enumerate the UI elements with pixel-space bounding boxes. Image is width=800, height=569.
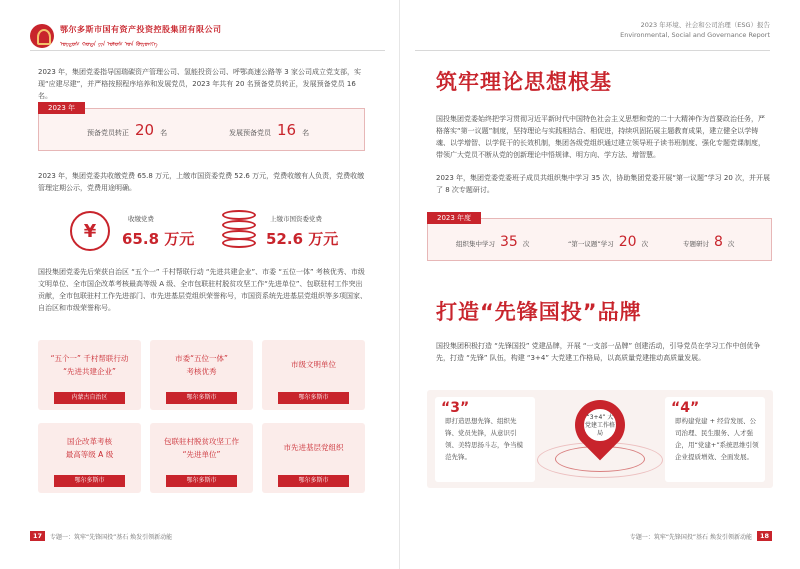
brand-paragraph: 国投集团积极打造 “先锋国投” 党建品牌，开展 “一支部一品牌” 创建活动，引导党员在学习工作中创优争先，打造 “先锋” 队伍，构建 “3+4” 大党建工作格局，以高质量党建推动高质量发展。 [436, 342, 761, 362]
honor-line2: “先进单位” [182, 450, 221, 459]
stat-unit: 名 [160, 129, 168, 137]
stat-unit: 次 [522, 240, 530, 248]
footer-text: 专题一：筑牢“先锋国投”基石 焕发引领新动能 [629, 533, 752, 541]
stat-group-study [456, 234, 529, 250]
fund-collected-value: 65.8 万元 [122, 230, 195, 248]
left-footer [30, 531, 172, 541]
footer-text: 专题一：筑牢“先锋国投”基石 焕发引领新动能 [50, 533, 173, 541]
yuan-icon: ¥ [70, 211, 110, 251]
honor-line1: “五个一” 千村帮联行动 [50, 354, 129, 363]
honor-line2: 最高等级 A 级 [65, 450, 114, 459]
brand-mark-3: “3” [441, 400, 470, 416]
stat-value: 20 [618, 234, 637, 250]
honor-issuer: 鄂尔多斯市 [54, 475, 125, 487]
brand-diagram [427, 390, 773, 488]
brand-center-label: “3+4” 大党建工作格局 [583, 408, 617, 442]
brand-text-4: 即构建党建 + 经营发展、公司治理、民生服务、人才强企，用“党建+”系统思维引领企业提质增效、全面发展。 [675, 417, 759, 461]
page-number: 17 [30, 531, 45, 541]
stat-label: 预备党员转正 [87, 129, 129, 137]
right-page [400, 0, 800, 569]
theory-paragraph: 国投集团党委始终把学习贯彻习近平新时代中国特色社会主义思想和党的二十大精神作为首要政治任务，严格落实“第一议题”制度，坚持理论与实践相结合、相促进，持续巩固拓展主题教育成果，建立健全以学铸魂、以学增智、以学促干的长效机制，集团各级党组织通过建立领导班子读书班制度、强化专题党课制度，带领广大党员不断从党的创新理论中悟规律、明方向、学方法、增智慧。 [436, 115, 765, 159]
stat-seminars [683, 234, 734, 250]
report-header [620, 20, 770, 40]
honor-issuer: 内蒙古自治区 [54, 392, 125, 404]
org-logo [30, 24, 222, 48]
org-name-cn: 鄂尔多斯市国有资产投资控股集团有限公司 [60, 25, 222, 34]
honor-card [38, 340, 141, 410]
honor-line2: “先进共建企业” [63, 367, 116, 376]
honor-issuer: 鄂尔多斯市 [166, 475, 237, 487]
brand-card-3 [435, 397, 535, 482]
stat-label: 专题研讨 [683, 240, 709, 248]
stat-first-topic-study [568, 234, 648, 250]
party-branch-paragraph: 2023 年，集团党委指导国瑞碳资产管理公司、氢能投资公司、呼鄂高速公路等 3 家公司成立党支部，实现“应建尽建”，并严格按照程序培养和发展党员，2023 年共有 20 名预备党员转正，发展预备党员 16 名。 [38, 68, 361, 100]
section-title-theory: 筑牢理论思想根基 [436, 70, 612, 94]
stat-value: 16 [277, 121, 297, 139]
honor-card [262, 423, 365, 493]
stat-converted-members [87, 121, 167, 139]
honor-line1: 市级文明单位 [291, 360, 336, 369]
honor-issuer: 鄂尔多斯市 [278, 475, 349, 487]
header-rule [415, 50, 770, 51]
brand-text-3: 即打造思想先锋、组织先锋、党员先锋，从意识引领、美特思扬斗志，争当模范先锋。 [445, 417, 523, 461]
fund-submitted-value: 52.6 万元 [266, 230, 339, 248]
brand-card-4 [665, 397, 765, 482]
stat-new-members [229, 121, 309, 139]
brand-mark-4: “4” [671, 400, 700, 416]
honor-card [38, 423, 141, 493]
org-name-mn: ᠣᠷᠳᠣᠰ ᠬᠣᠲᠠ ᠶᠢᠨ ᠤᠯᠤᠰ ᠤᠨ ᠬᠥᠷᠥᠩᠭᠡ [60, 41, 158, 48]
report-subtitle: Environmental, Social and Governance Report [620, 31, 770, 39]
honor-issuer: 鄂尔多斯市 [166, 392, 237, 404]
honor-card [150, 340, 253, 410]
honor-line1: 市委“五位一体” [175, 354, 228, 363]
stat-unit: 次 [727, 240, 735, 248]
honor-card [150, 423, 253, 493]
stat-label: 组织集中学习 [456, 240, 495, 248]
fund-collected-label: 收缴党费 [128, 215, 154, 223]
study-stats-box [427, 214, 772, 261]
stat-value: 8 [714, 234, 723, 250]
honor-line2: 考核优秀 [186, 367, 217, 376]
page-number: 18 [757, 531, 772, 541]
honor-line1: 包联驻村脱贫攻坚工作 [164, 437, 239, 446]
member-stats-box [38, 104, 365, 151]
stat-label: “第一议题”学习 [568, 240, 614, 248]
study-year-tag: 2023 年度 [427, 212, 481, 224]
header-rule [30, 50, 385, 51]
stat-value: 20 [135, 121, 155, 139]
stats-year-tag: 2023 年 [38, 102, 85, 114]
section-title-brand: 打造“先锋国投”品牌 [436, 300, 642, 324]
honor-card [262, 340, 365, 410]
honor-line1: 国企改革考核 [67, 437, 112, 446]
stat-unit: 名 [302, 129, 310, 137]
org-emblem-icon [30, 24, 54, 48]
report-title: 2023 年环境、社会和公司治理（ESG）报告 [640, 21, 770, 29]
honor-line1: 市先进基层党组织 [283, 443, 344, 452]
stat-unit: 次 [641, 240, 649, 248]
coin-stack-icon [222, 210, 256, 250]
honor-issuer: 鄂尔多斯市 [278, 392, 349, 404]
study-paragraph: 2023 年，集团党委党委班子成员共组织集中学习 35 次，协助集团党委开展“第一议题”学习 20 次，并开展了 8 次专题研讨。 [436, 174, 771, 194]
stat-value: 35 [500, 234, 518, 250]
party-dues-paragraph: 2023 年，集团党委共收缴党费 65.8 万元，上缴市国资委党费 52.6 万元，党费收缴有人负责，党费收缴管理定期公示，党费用途明确。 [38, 172, 365, 192]
stat-label: 发展预备党员 [229, 129, 271, 137]
honors-paragraph: 国投集团党委先后荣获自治区 “五个一” 千村帮联行动 “先进共建企业”、市委 “五位一体” 考核优秀、市级文明单位、全市国企改革考核最高等级 A 级、全市包联驻村脱贫攻坚工作“先进单位”、包联驻村工作突出贡献，全市包联驻村工作先进部门、市先进基层党组织荣誉称号，市国资系统先进基层党组织等多项国家、自治区和市级荣誉称号。 [38, 268, 367, 312]
right-footer [630, 531, 772, 541]
fund-submitted-label: 上缴市国资委党费 [270, 215, 322, 223]
